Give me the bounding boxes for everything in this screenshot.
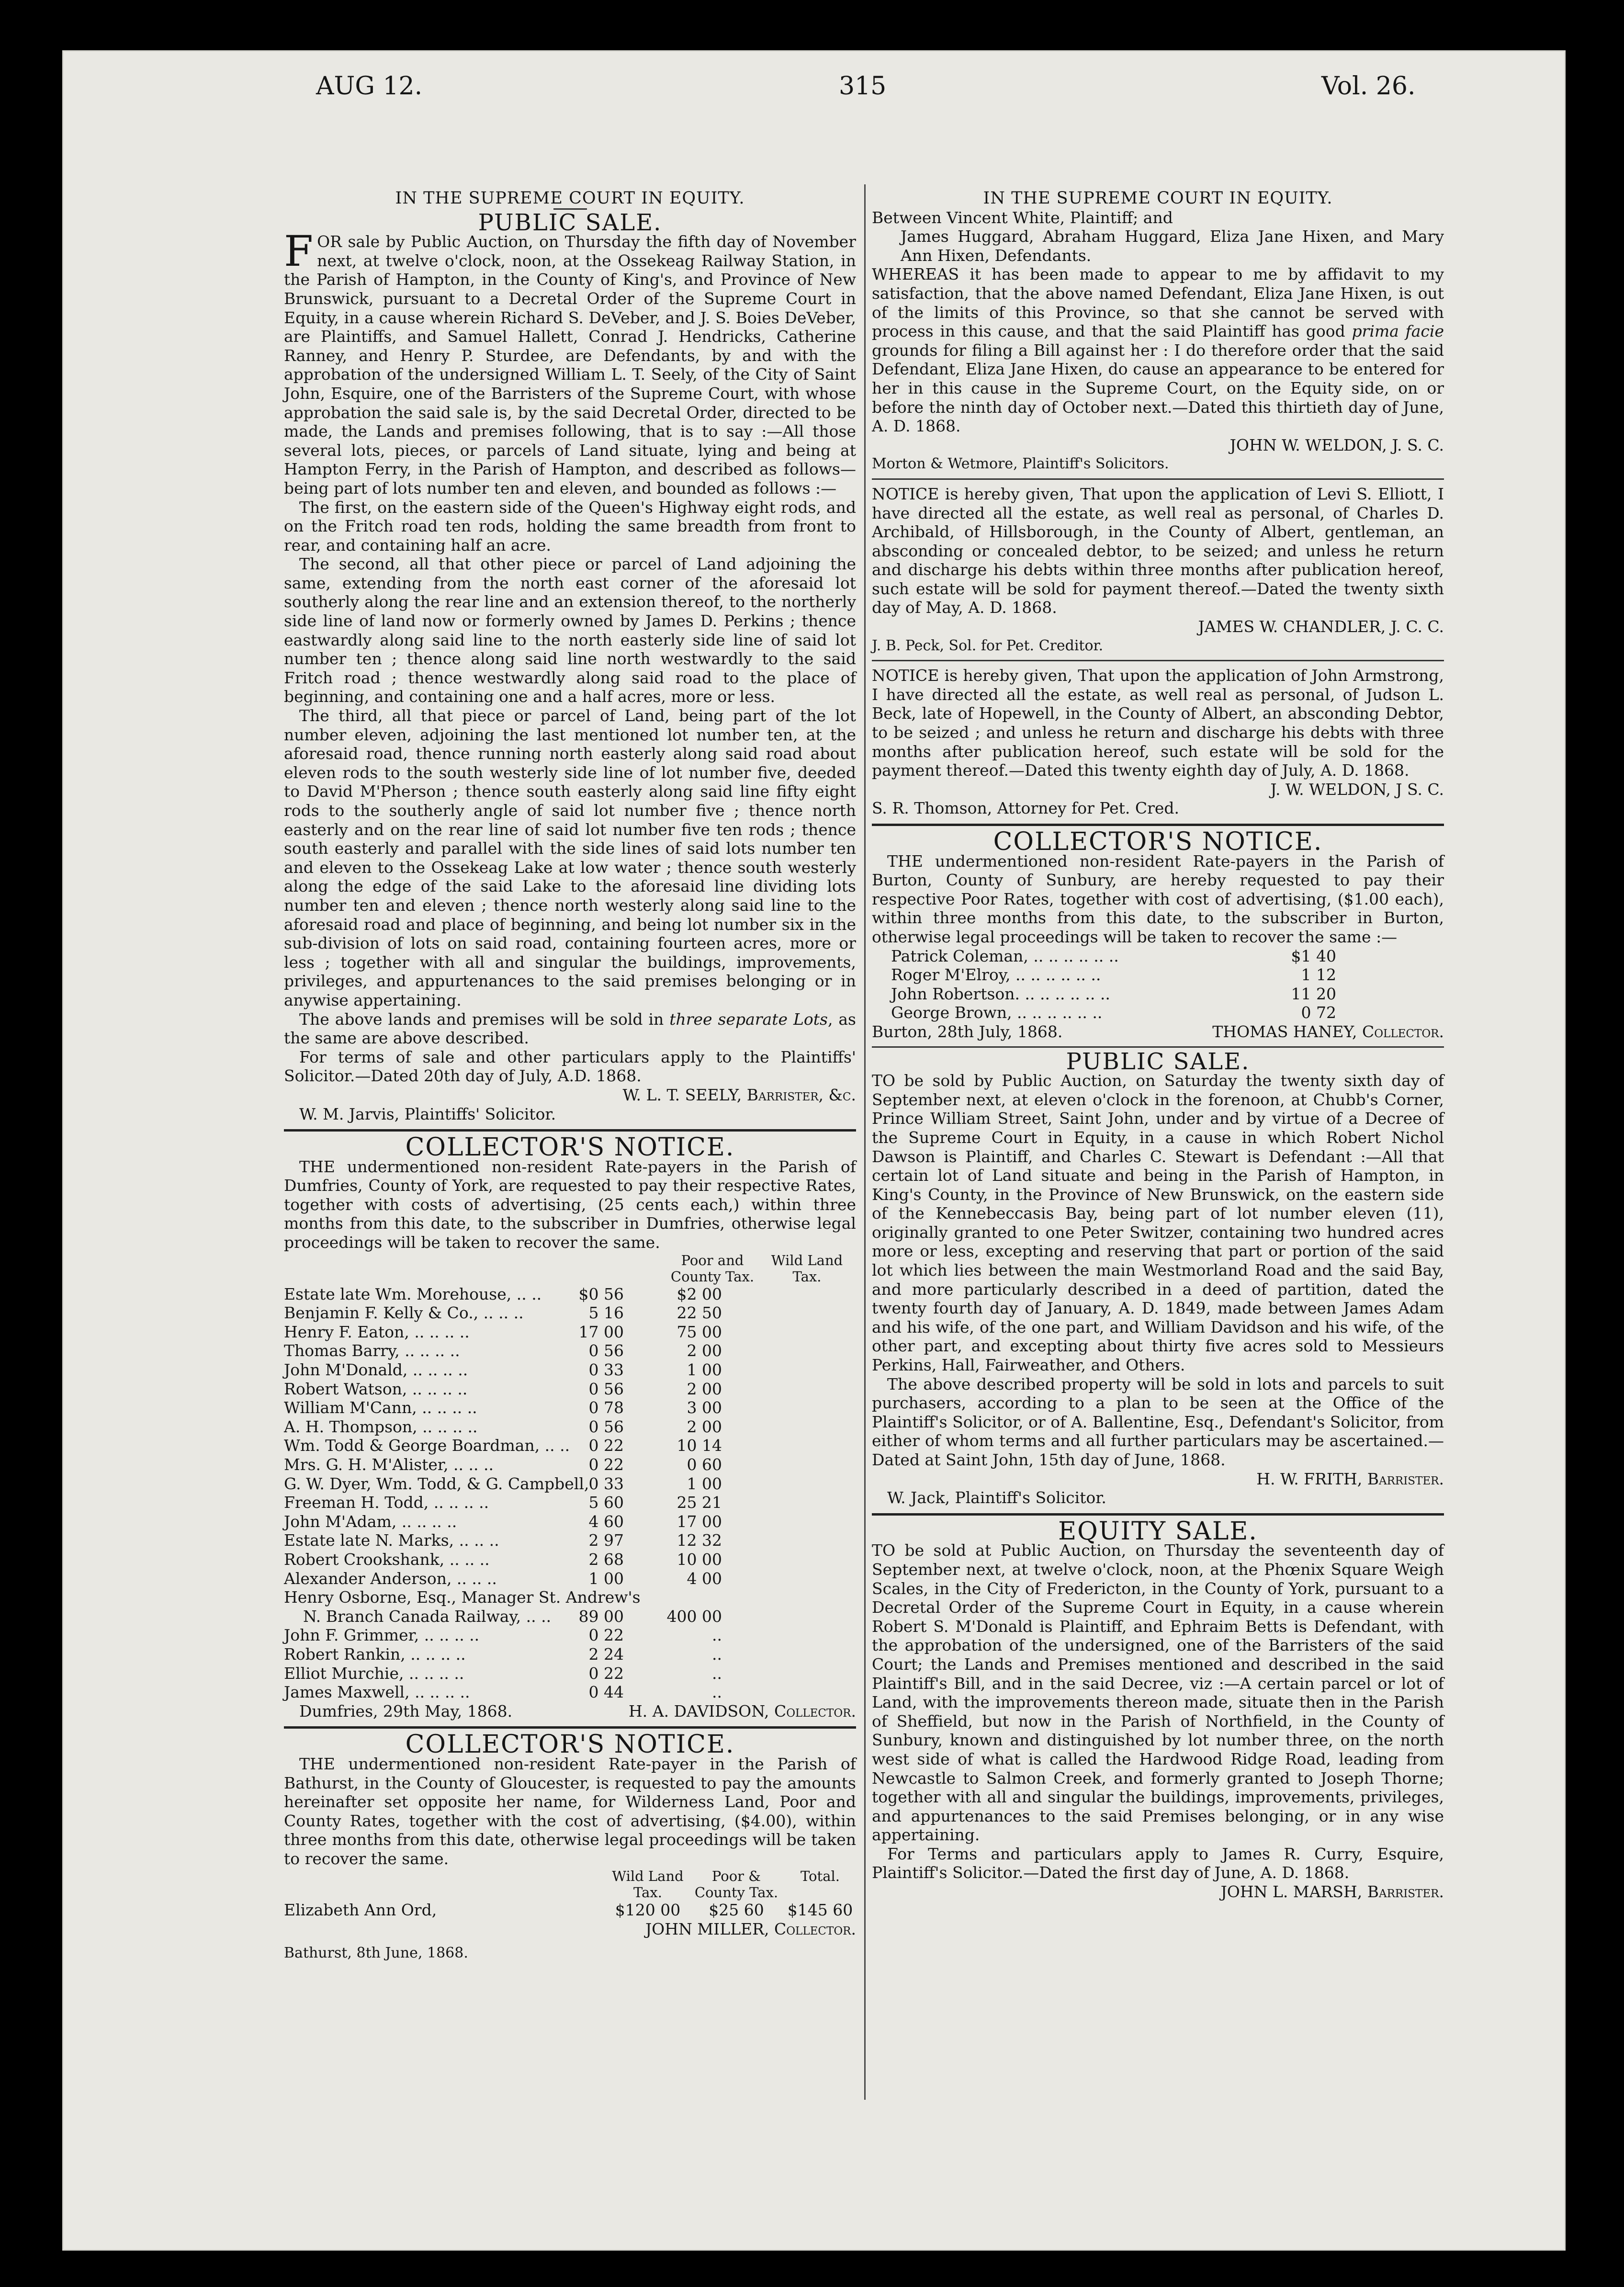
collector-notice-title: COLLECTOR'S NOTICE.: [405, 1133, 735, 1162]
table-cell: 10 14: [677, 1436, 722, 1455]
table-row-name: G. W. Dyer, Wm. Todd, & G. Campbell,: [284, 1474, 589, 1493]
column-header: Poor & County Tax.: [694, 1868, 778, 1901]
table-row-name: John M'Adam, .. .. .. ..: [284, 1512, 457, 1531]
table-cell: 17 00: [677, 1512, 722, 1531]
osborne-entry: [284, 1588, 856, 1626]
table-cell: $25 60: [709, 1901, 764, 1920]
table-row-name: Henry Osborne, Esq., Manager St. Andrew's: [284, 1588, 641, 1607]
table-cell: 0 33: [588, 1360, 624, 1380]
table-cell: 4 60: [588, 1512, 624, 1531]
section-rule: [872, 824, 1444, 826]
table-cell: 0 56: [588, 1341, 624, 1360]
solicitor-line: S. R. Thomson, Attorney for Pet. Cred.: [872, 799, 1180, 818]
collector-notice-title: COLLECTOR'S NOTICE.: [405, 1730, 735, 1759]
court-heading: IN THE SUPREME COURT IN EQUITY.: [983, 189, 1333, 208]
table-row: [284, 1531, 856, 1550]
notice-paragraph: NOTICE is hereby given, That upon the application of John Armstrong, I have directed all the estate, as well real as personal, of Judson L. Beck, late of Hopewell, in the County of Albert, an absconding Debtor, to be seized ; and unless he return and discharge his debts with three months after publication hereof, such estate will be sold for the payment thereof.—Dated this twenty eighth day of July, A. D. 1868.: [872, 666, 1444, 780]
sale-text: The above lands and premises will be sold in: [299, 1009, 670, 1029]
table-row-name: Robert Watson, .. .. .. ..: [284, 1379, 468, 1398]
sale-paragraph: The second, all that other piece or parcel of Land adjoining the same, extending from the north east corner of the aforesaid lot southerly along the rear line and an extension thereof, to the northerly side line of land now or formerly owned by James D. Perkins ; thence eastwardly along said line to the north easterly side line of said lot number ten ; thence along said line north westwardly to the said Fritch road ; thence westwardly along said road to the place of beginning, and containing one and a half acres, more or less.: [284, 555, 856, 706]
collector-intro: THE undermentioned non-resident Rate-payer in the Parish of Bathurst, in the County of Gloucester, is requested to pay the amounts hereinafter set opposite her name, for Wilderness Land, Poor and County Rates, together with the cost of advertising, ($4.00), within three months from this date, otherwise legal proceedings will be taken to recover the same.: [284, 1754, 856, 1868]
table-row: [284, 1901, 856, 1920]
table-row-name: Henry F. Eaton, .. .. .. ..: [284, 1322, 470, 1341]
table-row-name: George Brown, .. .. .. .. .. ..: [891, 1003, 1103, 1022]
court-heading: IN THE SUPREME COURT IN EQUITY.: [395, 189, 745, 208]
table-row: [284, 1664, 856, 1683]
column-header: Wild Land Tax.: [771, 1252, 843, 1285]
left-column: [284, 189, 856, 1962]
table-cell: 2 68: [588, 1550, 624, 1569]
solicitor-line: W. M. Jarvis, Plaintiffs' Solicitor.: [299, 1104, 556, 1123]
equity-sale-title: EQUITY SALE.: [1058, 1517, 1258, 1546]
table-cell: 1 00: [687, 1474, 722, 1493]
section-rule: [872, 1046, 1444, 1048]
table-cell: 0 72: [1301, 1003, 1336, 1022]
table-cell: 22 50: [677, 1303, 722, 1323]
sale-paragraph: [284, 226, 856, 498]
sale-paragraph: The first, on the eastern side of the Queen's Highway eight rods, and on the Fritch road ten rods, holding the same breadth from front to rear, and containing half an acre.: [284, 498, 856, 555]
table-cell: 2 97: [588, 1531, 624, 1550]
table-cell: 12 32: [677, 1531, 722, 1550]
table-cell: 25 21: [677, 1493, 722, 1512]
table-row-name: Mrs. G. H. M'Alister, .. .. ..: [284, 1455, 494, 1474]
table-row-name: Freeman H. Todd, .. .. .. ..: [284, 1493, 489, 1512]
table-cell: 0 22: [588, 1626, 624, 1645]
collector-intro: THE undermentioned non-resident Rate-payers in the Parish of Burton, County of Sunbury, are hereby requested to pay their respective Poor Rates, together with cost of advertising, ($1.00 each), within three months from this date, to the subscriber in Burton, otherwise legal proceedings will be taken to recover the same :—: [872, 851, 1444, 946]
table-cell: 3 00: [687, 1398, 722, 1417]
table-row: [284, 1360, 856, 1380]
rate-payer-table: [284, 1626, 856, 1701]
table-row: [284, 1607, 856, 1626]
table-row: [284, 1512, 856, 1531]
table-cell: $2 00: [677, 1284, 722, 1303]
notice-text: WHEREAS it has been made to appear to me by affidavit to my satisfaction, that the above named Defendant, Eliza Jane Hixen, is out of the limits of this Province, so that she cannot be served with process in this cause, and that the said Plaintiff has good: [872, 265, 1444, 341]
header-volume: Vol. 26.: [1321, 72, 1416, 101]
table-header: [284, 1252, 856, 1285]
table-row-name: Robert Crookshank, .. .. ..: [284, 1550, 490, 1569]
table-row-name: Alexander Anderson, .. .. ..: [284, 1569, 497, 1588]
signature: JAMES W. CHANDLER, J. C. C.: [1198, 617, 1444, 636]
table-cell: 0 44: [588, 1683, 624, 1702]
table-cell: 75 00: [677, 1322, 722, 1341]
table-row-name: Estate late N. Marks, .. .. ..: [284, 1531, 499, 1550]
table-row-name: Wm. Todd & George Boardman, .. ..: [284, 1436, 570, 1455]
table-cell: 2 00: [687, 1341, 722, 1360]
table-row: [284, 1323, 856, 1342]
signature: J. W. WELDON, J S. C.: [1270, 780, 1444, 799]
between-line: Between Vincent White, Plaintiff; and: [872, 208, 1173, 227]
dated-line: [284, 1702, 856, 1721]
drop-cap: F: [284, 226, 314, 276]
dated-text: Burton, 28th July, 1868.: [872, 1022, 1063, 1041]
table-row: [284, 1380, 856, 1399]
table-cell: 2 00: [687, 1417, 722, 1436]
column-divider: [864, 184, 866, 2100]
table-cell: ..: [712, 1644, 722, 1664]
table-cell: 11 20: [1291, 984, 1336, 1003]
section-rule: [872, 660, 1444, 661]
table-row-name: John F. Grimmer, .. .. .. ..: [284, 1626, 480, 1645]
column-header: Wild Land Tax.: [612, 1868, 684, 1901]
header-page-number: 315: [839, 72, 887, 101]
table-row: [284, 1493, 856, 1512]
solicitor-line: J. B. Peck, Sol. for Pet. Creditor.: [872, 637, 1104, 654]
table-row-name: Thomas Barry, .. .. .. ..: [284, 1341, 460, 1360]
table-row-name: Elizabeth Ann Ord,: [284, 1901, 437, 1920]
sale-paragraph: The above described property will be sold in lots and parcels to suit purchasers, according to a plan to be seen at the Office of the Plaintiff's Solicitor, or of A. Ballentine, Esq., Defendant's Solicitor, from either of whom terms and all further particulars may be ascertained.—Dated at Saint John, 15th day of June, 1868.: [872, 1374, 1444, 1469]
signature: H. W. FRITH, Barrister.: [1256, 1469, 1444, 1488]
sale-paragraph: TO be sold by Public Auction, on Saturday the twenty sixth day of September next, at eleven o'clock in the forenoon, at Chubb's Corner, Prince William Street, Saint John, under and by virtue of a Decree of the Supreme Court in Equity, in a cause in which Robert Nichol Dawson is Plaintiff, and Charles C. Stewart is Defendant :—All that certain lot of Land situate and being in the Parish of Hampton, in King's County, in the Province of New Brunswick, on the eastern side of the Kennebeccasis Bay, being part of lot number eleven (11), originally granted to one Peter Switzer, containing two hundred acres more or less, excepting and reserving that part or portion of the said lot which lies between the main Westmorland Road and the said Bay, and more particularly described in a deed of partition, dated the twenty fourth day of January, A. D. 1849, made between James Adam and his wife, of the one part, and William Davidson and his wife, of the other part, and excepting about thirty five acres sold to Messieurs Perkins, Hall, Fairweather, and Others.: [872, 1071, 1444, 1375]
rate-payer-table: [284, 1285, 856, 1588]
sale-text: OR sale by Public Auction, on Thursday the fifth day of November next, at twelve o'clock, noon, at the Ossekeag Railway Station, in the Parish of Hampton, in the County of King's, and Province of New Brunswick, pursuant to a Decretal Order of the Supreme Court in Equity, in a cause wherein Richard S. DeVeber, and J. S. Boies DeVeber, are Plaintiffs, and Samuel Hallett, Conrad J. Hendricks, Catherine Ranney, and Henry P. Sturdee, are Defendants, by and with the approbation of the undersigned William L. T. Seely, of the City of Saint John, Esquire, one of the Barristers of the Supreme Court, with whose approbation the said sale is, by the said Decretal Order, directed to be made, the Lands and premises following, that is to say :—All those several lots, pieces, or parcels of Land situate, lying and being at Hampton Ferry, in the Parish of Hampton, and described as follows—being part of lots number ten and eleven, and bounded as follows :—: [284, 232, 856, 498]
column-header: Poor and County Tax.: [670, 1252, 755, 1285]
table-cell: 0 22: [588, 1455, 624, 1474]
table-cell: ..: [712, 1683, 722, 1702]
table-cell: 0 60: [687, 1455, 722, 1474]
table-cell: 4 00: [687, 1569, 722, 1588]
dated-line: [872, 1022, 1444, 1042]
table-row: [284, 1455, 856, 1474]
table-cell: ..: [712, 1664, 722, 1683]
table-row: [284, 1341, 856, 1360]
notice-text: grounds for filing a Bill against her : I do therefore order that the said Defendant, Eliza Jane Hixen, do cause an appearance to be entered for her in this cause in the Supreme Court, on the Equity side, on or before the ninth day of October next.—Dated this thirtieth day of June, A. D. 1868.: [872, 340, 1444, 436]
table-cell: 1 12: [1301, 965, 1336, 985]
table-cell: 10 00: [677, 1550, 722, 1569]
column-header: Total.: [801, 1868, 840, 1885]
sale-paragraph: For terms of sale and other particulars apply to the Plaintiffs' Solicitor.—Dated 20th day of July, A.D. 1868.: [284, 1047, 856, 1086]
rate-payer-table: [872, 947, 1444, 1022]
table-row-name: William M'Cann, .. .. .. ..: [284, 1398, 477, 1417]
table-cell: 17 00: [578, 1322, 624, 1341]
table-row-name: A. H. Thompson, .. .. .. ..: [284, 1417, 478, 1436]
table-row-name: John M'Donald, .. .. .. ..: [284, 1360, 468, 1380]
table-cell: 1 00: [588, 1569, 624, 1588]
table-row: [284, 1303, 856, 1323]
table-row: [284, 1569, 856, 1588]
table-cell: 0 33: [588, 1474, 624, 1493]
solicitor-line: Morton & Wetmore, Plaintiff's Solicitors.: [872, 455, 1169, 473]
table-cell: 1 00: [687, 1360, 722, 1380]
signature: JOHN L. MARSH, Barrister.: [1220, 1882, 1444, 1902]
header-date: AUG 12.: [316, 72, 423, 101]
sale-paragraph: The third, all that piece or parcel of Land, being part of the lot number eleven, adjoining the last mentioned lot number ten, at the aforesaid road, thence running north easterly along said road about eleven rods to the south westerly side line of lot number five, deeded to David M'Pherson ; thence south easterly along said line fifty eight rods to the southerly angle of said lot number five ; thence north easterly and on the rear line of said lot number five ten rods ; thence south easterly and parallel with the side lines of said lots number ten and eleven to the Ossekeag Lake at low water ; thence south westerly along the edge of the said Lake to the aforesaid line dividing lots number ten and eleven ; thence north westerly along said line to the aforesaid road and place of beginning, and being lot number six in the sub-division of lots on said road, containing fourteen acres, more or less ; together with all and singular the buildings, improvements, privileges, and appurtenances to the said premises belonging or in anywise appertaining.: [284, 706, 856, 1009]
section-rule: [872, 478, 1444, 480]
table-cell: 0 22: [588, 1664, 624, 1683]
table-cell: 0 78: [588, 1398, 624, 1417]
notice-paragraph: NOTICE is hereby given, That upon the application of Levi S. Elliott, I have directed all the estate, as well real as personal, of Charles D. Archibald, of Hillsborough, in the County of Albert, gentleman, an absconding or concealed debtor, to be seized; and unless he return and discharge his debts within three months after publication hereof, such estate will be sold for payment thereof.—Dated the twenty sixth day of May, A. D. 1868.: [872, 484, 1444, 617]
table-row-name: N. Branch Canada Railway, .. ..: [303, 1607, 552, 1626]
table-row: [284, 1626, 856, 1645]
table-row: [891, 947, 1444, 966]
table-cell: $1 40: [1291, 946, 1336, 965]
solicitor-line: W. Jack, Plaintiff's Solicitor.: [887, 1488, 1106, 1507]
signature: W. L. T. SEELY, Barrister, &c.: [622, 1085, 856, 1104]
table-row: [284, 1550, 856, 1569]
table-row-name: Roger M'Elroy, .. .. .. .. .. ..: [891, 965, 1101, 985]
table-cell: $145 60: [787, 1901, 853, 1920]
right-column: [872, 189, 1444, 1902]
sale-text: , as the same are above described.: [284, 1009, 856, 1048]
table-row: [284, 1645, 856, 1664]
table-row-name: James Maxwell, .. .. .. ..: [284, 1683, 470, 1702]
table-row-name: John Robertson. .. .. .. .. .. ..: [891, 984, 1110, 1003]
table-cell: ..: [712, 1626, 722, 1645]
signature: JOHN MILLER, Collector.: [645, 1920, 856, 1939]
table-row: [891, 1003, 1444, 1022]
table-cell: 400 00: [666, 1607, 722, 1626]
collector-notice-title: COLLECTOR'S NOTICE.: [993, 827, 1323, 856]
table-row: [284, 1285, 856, 1304]
table-row: [284, 1436, 856, 1455]
table-row: [284, 1683, 856, 1702]
public-sale-title: PUBLIC SALE.: [478, 209, 662, 236]
table-row-name: Robert Rankin, .. .. .. ..: [284, 1644, 466, 1664]
table-row: [284, 1398, 856, 1417]
between-line: James Huggard, Abraham Huggard, Eliza Jane Hixen, and Mary Ann Hixen, Defendants.: [901, 227, 1444, 265]
collector-intro: THE undermentioned non-resident Rate-payers in the Parish of Dumfries, County of York, are requested to pay their respective Rates, together with costs of advertising, (25 cents each,) within three months from this date, to the subscriber in Dumfries, otherwise legal proceedings will be taken to recover the same.: [284, 1157, 856, 1252]
signature: JOHN W. WELDON, J. S. C.: [1229, 435, 1444, 454]
table-cell: 0 56: [588, 1379, 624, 1398]
table-row: [891, 985, 1444, 1004]
table-row: [891, 965, 1444, 985]
sale-paragraph: [284, 1010, 856, 1048]
table-header: [284, 1868, 856, 1901]
table-row-name: Estate late Wm. Morehouse, .. ..: [284, 1284, 542, 1303]
notice-text-italic: prima facie: [1352, 322, 1444, 341]
whereas-paragraph: [872, 265, 1444, 435]
public-sale-title: PUBLIC SALE.: [1066, 1048, 1250, 1075]
table-row-name: Elliot Murchie, .. .. .. ..: [284, 1664, 464, 1683]
dated-text: Bathurst, 8th June, 1868.: [284, 1944, 468, 1961]
table-cell: 0 56: [588, 1417, 624, 1436]
signature: THOMAS HANEY, Collector.: [1212, 1022, 1444, 1041]
table-cell: 2 24: [588, 1644, 624, 1664]
signature: H. A. DAVIDSON, Collector.: [629, 1701, 856, 1721]
sale-paragraph: TO be sold at Public Auction, on Thursday the seventeenth day of September next, at twelve o'clock, noon, at the Phœnix Square Weigh Scales, in the City of Fredericton, in the County of York, pursuant to a Decretal Order of the Supreme Court in Equity, in a cause wherein Robert S. M'Donald is Plaintiff, and Ephraim Betts is Defendant, with the approbation of the undersigned, one of the Barristers of the said Court; the Lands and Premises mentioned and described in the said Plaintiff's Bill, and in the said Decree, viz :—A certain parcel or lot of Land, with the improvements thereon made, situate then in the Parish of Sheffield, but now in the Parish of Northfield, in the County of Sunbury, known and distinguished by lot number three, on the north west side of what is called the Hardwood Ridge Road, leading from Newcastle to Salmon Creek, and formerly granted to Joseph Thorne; together with all and singular the buildings, improvements, privileges, and appurtenances to the said Premises belonging, or in any wise appertaining.: [872, 1541, 1444, 1845]
table-cell: 0 22: [588, 1436, 624, 1455]
sale-text-italic: three separate Lots: [669, 1009, 828, 1029]
sale-paragraph: For Terms and particulars apply to James R. Curry, Esquire, Plaintiff's Solicitor.—Dated the first day of June, A. D. 1868.: [872, 1844, 1444, 1882]
table-cell: 5 16: [588, 1303, 624, 1323]
table-cell: $120 00: [615, 1901, 681, 1920]
table-row-name: Benjamin F. Kelly & Co., .. .. ..: [284, 1303, 524, 1323]
table-cell: 5 60: [588, 1493, 624, 1512]
table-cell: 89 00: [578, 1607, 624, 1626]
table-cell: 2 00: [687, 1379, 722, 1398]
section-rule: [284, 1129, 856, 1132]
table-cell: $0 56: [578, 1284, 624, 1303]
section-rule: [872, 1513, 1444, 1516]
table-row: [284, 1417, 856, 1437]
dated-text: Dumfries, 29th May, 1868.: [299, 1701, 513, 1721]
table-row: [284, 1474, 856, 1494]
section-rule: [284, 1726, 856, 1729]
table-row-name: Patrick Coleman, .. .. .. .. .. ..: [891, 946, 1119, 965]
